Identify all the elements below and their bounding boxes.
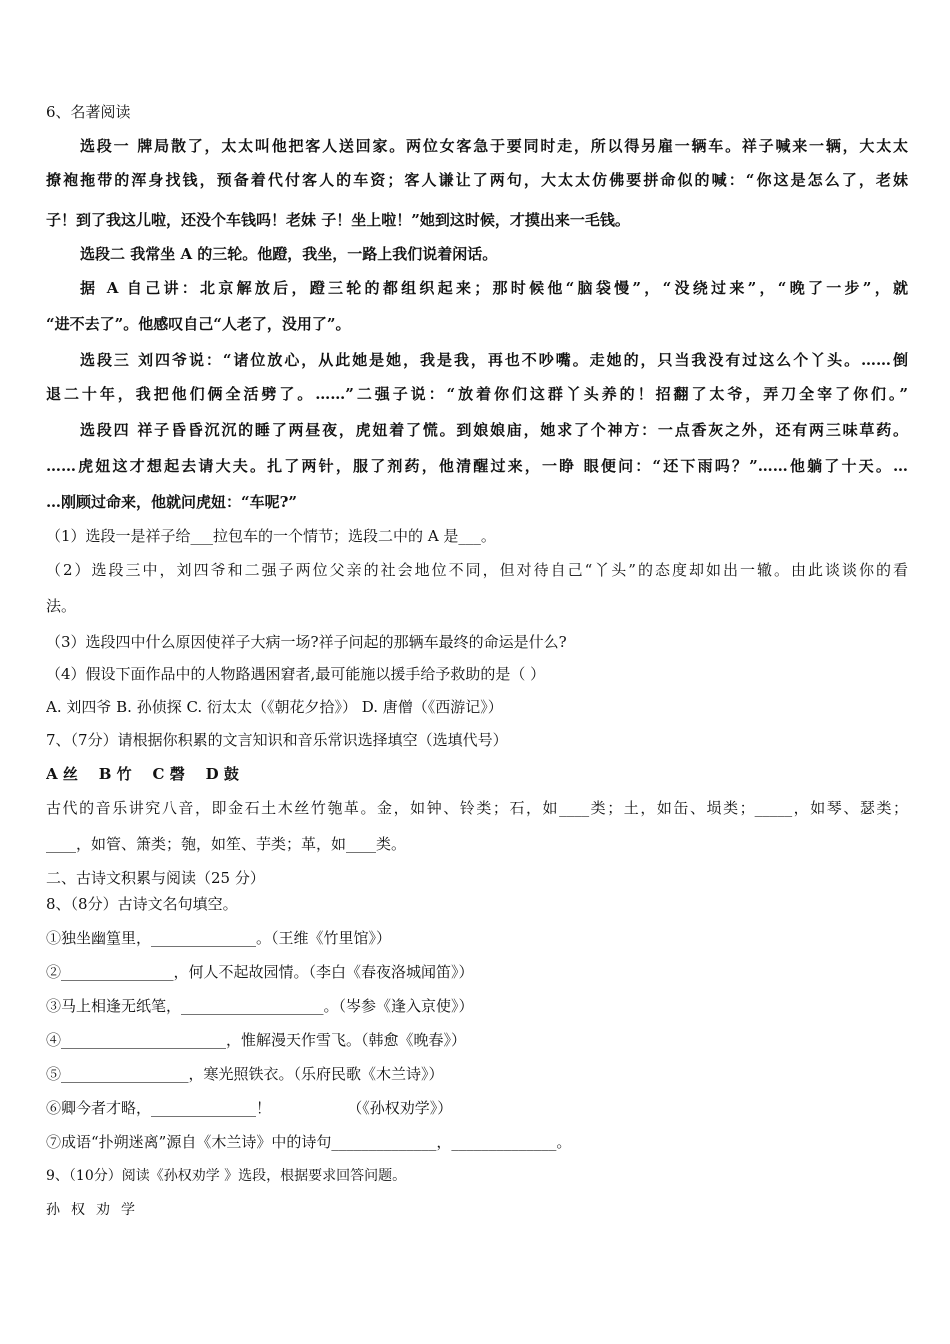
q7-title: 7、（7分）请根据你积累的文言知识和音乐常识选择填空（选填代号） [46,731,508,749]
q6-title: 6、名著阅读 [46,103,131,121]
q6-passage4-line1: 选段四 祥子昏昏沉沉的睡了两昼夜，虎妞着了慌。到娘娘庙，她求了个神方：一点香灰之外，还有两三味草药。 [80,421,908,439]
q6-passage4-line2: ……虎妞这才想起去请大夫。扎了两针，服了剂药，他清醒过来，一睁 眼便问：“还下雨吗？”……他躺了十天。… [46,457,908,475]
q6-passage1-line3: 子！到了我这儿啦，还没个车钱吗！老妹 子！坐上啦！”她到这时候，才摸出来一毛钱。 [46,211,630,229]
q6-passage3-line1: 选段三 刘四爷说：“诸位放心，从此她是她，我是我，再也不吵嘴。走她的，只当我没有过这么个丫头。……倒 [80,351,908,369]
q6-passage1-line1: 选段一 牌局散了，太太叫他把客人送回家。两位女客急于要同时走，所以得另雇一辆车。祥子喊来一辆，大太太 [80,137,908,155]
q7-choices: A 丝 B 竹 C 磬 D 鼓 [46,765,239,783]
q6-passage1-line2: 撩袍拖带的浑身找钱，预备着代付客人的车资；客人谦让了两句，大太太仿佛要拼命似的喊：“你这是怎么了，老妹 [46,171,908,189]
q9-title: 9、（10分）阅读《孙权劝学 》选段，根据要求回答问题。 [46,1168,407,1184]
q7-line1: 古代的音乐讲究八音，即金石土木丝竹匏革。金，如钟、铃类；石，如____类；土，如缶、埙类；_____，如琴、瑟类； [46,799,908,817]
q6-subq4: （4）假设下面作品中的人物路遇困窘者,最可能施以援手给予救助的是（ ） [46,665,546,683]
q8-item-6: ⑥卿今者才略，______________！ （《孙权劝学》） [46,1099,453,1117]
q8-item-3: ③马上相逢无纸笔，___________________。（岑参《逢入京使》） [46,997,474,1015]
q6-subq3: （3）选段四中什么原因使祥子大病一场?祥子问起的那辆车最终的命运是什么? [46,633,567,651]
q6-subq2-line2: 法。 [46,597,77,615]
q8-title: 8、（8分）古诗文名句填空。 [46,895,238,913]
q6-options: A. 刘四爷 B. 孙侦探 C. 衍太太（《朝花夕拾》） D. 唐僧（《西游记》） [46,698,503,716]
q6-passage4-line3: …刚顾过命来，他就问虎妞：“车呢?” [46,493,298,511]
q8-item-2: ②_______________，何人不起故园情。（李白《春夜洛城闻笛》） [46,963,474,981]
q8-item-1: ①独坐幽篁里，______________。（王维《竹里馆》） [46,929,392,947]
q9-heading: 孙权劝学 [46,1202,146,1218]
q8-item-5: ⑤_________________，寒光照铁衣。（乐府民歌《木兰诗》） [46,1065,444,1083]
q6-subq2-line1: （2）选段三中，刘四爷和二强子两位父亲的社会地位不同，但对待自己“丫头”的态度却如出一辙。由此谈谈你的看 [46,561,908,579]
q8-item-4: ④______________________，惟解漫天作雪飞。（韩愈《晚春》） [46,1031,467,1049]
q6-subq1: （1）选段一是祥子给___拉包车的一个情节；选段二中的 A 是___。 [46,527,496,545]
q6-passage2-line2: 据 A 自己讲：北京解放后，蹬三轮的都组织起来；那时候他“脑袋慢”，“没绕过来”，“晚了一步”，就 [80,279,908,297]
q7-line2: ____，如管、箫类；匏，如笙、芋类；革，如____类。 [46,835,407,853]
q6-passage3-line2: 退二十年，我把他们俩全活劈了。……”二强子说：“放着你们这群丫头养的！招翻了太爷，弄刀全宰了你们。” [46,385,908,403]
q6-passage2: 选段二 我常坐 A 的三轮。他蹬，我坐，一路上我们说着闲话。 [80,245,498,263]
section2-title: 二、古诗文积累与阅读（25 分） [46,869,265,887]
q6-passage2-line3: “进不去了”。他感叹自己“人老了，没用了”。 [46,315,351,333]
q8-item-7: ⑦成语“扑朔迷离”源自《木兰诗》中的诗句______________，______________。 [46,1133,572,1151]
